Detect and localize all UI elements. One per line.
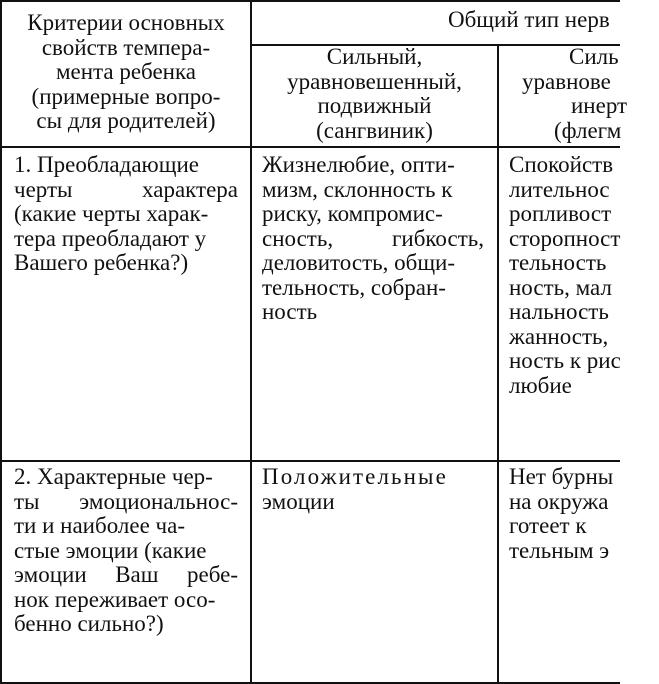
header-criteria-cell bbox=[2, 11, 250, 134]
header-sanguine-line: Сильный, bbox=[326, 44, 423, 69]
row1-phlegmatic-line: лительнос bbox=[509, 176, 610, 202]
header-group-label: Общий тип нерв bbox=[448, 7, 610, 32]
row2-sanguine-line: Положительные bbox=[262, 464, 448, 489]
row2-phlegmatic-cell bbox=[509, 465, 620, 563]
row1-phlegmatic-line: Спокойств bbox=[509, 152, 614, 177]
row1-phlegmatic-line: нальность bbox=[509, 299, 609, 324]
row1-sanguine-line: риску, компромис- bbox=[262, 201, 443, 226]
row1-sanguine-line-justified bbox=[262, 227, 484, 252]
row1-criteria-line: тера преобладают у bbox=[14, 225, 207, 251]
row1-phlegmatic-line: тельность bbox=[509, 250, 607, 275]
header-sanguine-line: уравновешенный, bbox=[287, 68, 462, 94]
row1-phlegmatic-line: жанность, bbox=[509, 323, 609, 349]
row2-criteria-cell bbox=[14, 465, 238, 637]
row1-criteria-line: 1. Преобладающие bbox=[14, 152, 199, 177]
header-phlegmatic-line: (флегм bbox=[554, 117, 622, 143]
row2-phlegmatic-line: Нет бурны bbox=[509, 464, 614, 489]
row1-sanguine-cell bbox=[262, 153, 484, 325]
row1-sanguine-line: тельность, собран- bbox=[262, 274, 446, 300]
justified-word: эмоциональнос- bbox=[79, 488, 238, 514]
row1-criteria-cell bbox=[14, 153, 238, 276]
header-sanguine-cell bbox=[252, 45, 497, 143]
justified-word: сность, bbox=[262, 225, 334, 251]
row2-sanguine-line: эмоции bbox=[262, 488, 335, 514]
header-phlegmatic-line: уравнове bbox=[522, 68, 611, 94]
justified-word: Ваш bbox=[115, 562, 159, 587]
row2-criteria-line: ти и наиболее ча- bbox=[14, 513, 185, 538]
row1-sanguine-line: ность bbox=[262, 299, 318, 324]
row1-phlegmatic-line: ропливост bbox=[509, 201, 612, 226]
row1-phlegmatic-line: ность к рис bbox=[509, 348, 621, 373]
justified-word: характера bbox=[142, 176, 238, 202]
row2-criteria-line: стые эмоции (какие bbox=[14, 537, 207, 563]
row2-sanguine-cell bbox=[262, 465, 484, 514]
header-criteria-line: (примерные вопро- bbox=[31, 83, 221, 109]
row2-criteria-line-justified bbox=[14, 490, 238, 515]
justified-word: ребе- bbox=[187, 562, 238, 587]
row1-sanguine-line: Жизнелюбие, опти- bbox=[262, 152, 455, 177]
row2-criteria-line-justified bbox=[14, 563, 238, 588]
row1-phlegmatic-line: ность, мал bbox=[509, 274, 612, 300]
table-border-top bbox=[0, 0, 620, 2]
header-phlegmatic-line: инерт bbox=[571, 93, 628, 118]
header-phlegmatic-line: Силь bbox=[569, 44, 619, 69]
header-criteria-line: Критерии основных bbox=[27, 10, 225, 35]
row2-criteria-line: нок переживает осо- bbox=[14, 586, 216, 612]
row1-criteria-line: Вашего ребенка?) bbox=[14, 250, 189, 275]
justified-word: ты bbox=[14, 488, 40, 514]
row1-phlegmatic-cell bbox=[509, 153, 620, 398]
row1-sanguine-line: мизм, склонность к bbox=[262, 176, 453, 202]
row1-criteria-line-justified bbox=[14, 178, 238, 203]
justified-word: черты bbox=[14, 176, 73, 202]
row1-criteria-line: (какие черты харак- bbox=[14, 201, 209, 226]
header-criteria-line: свойств темпера- bbox=[41, 34, 211, 60]
header-bottom-border bbox=[0, 146, 620, 148]
header-phlegmatic-cell bbox=[499, 45, 659, 143]
header-sanguine-line: (сангвиник) bbox=[316, 117, 433, 143]
header-sanguine-line: подвижный bbox=[317, 93, 432, 118]
row-divider bbox=[0, 460, 620, 462]
row1-phlegmatic-line: сторопност bbox=[509, 225, 621, 251]
header-criteria-line: сы для родителей) bbox=[36, 108, 216, 133]
row1-phlegmatic-line: любие bbox=[509, 372, 572, 398]
row2-phlegmatic-line: готеет к bbox=[509, 513, 587, 538]
justified-word: эмоции bbox=[14, 562, 87, 587]
row2-criteria-line: бенно сильно?) bbox=[14, 611, 164, 636]
row2-phlegmatic-line: тельным э bbox=[509, 537, 610, 563]
row1-sanguine-line: деловитость, общи- bbox=[262, 250, 456, 275]
row2-phlegmatic-line: на окружа bbox=[509, 488, 609, 514]
row2-criteria-line: 2. Характерные чер- bbox=[14, 464, 213, 489]
justified-word: гибкость, bbox=[391, 225, 484, 251]
header-criteria-line: мента ребенка bbox=[55, 59, 197, 84]
